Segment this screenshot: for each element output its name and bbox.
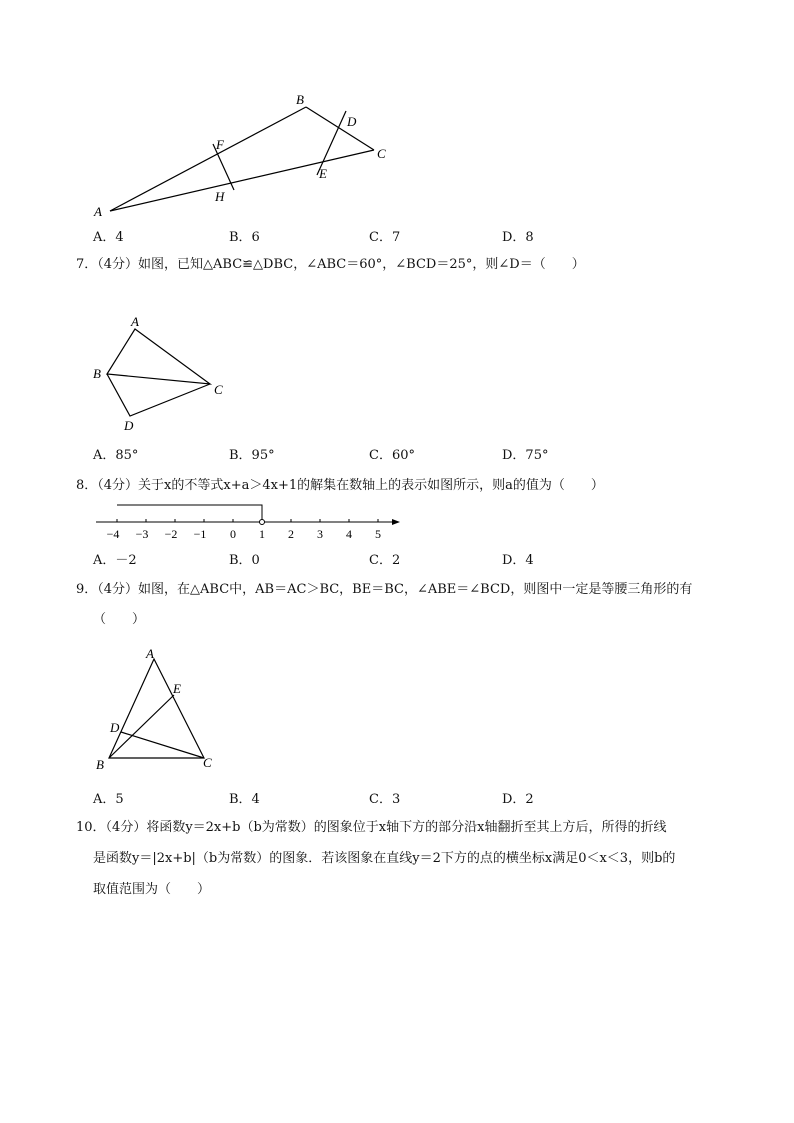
option-a[interactable]: A．5 bbox=[93, 792, 124, 807]
tick-label: −2 bbox=[164, 527, 178, 541]
label-a: A bbox=[131, 314, 139, 329]
axis-arrow bbox=[392, 519, 400, 525]
q8-stem: 8．（4分）关于x的不等式x+a＞4x+1的解集在数轴上的表示如图所示，则a的值为（ ） bbox=[76, 478, 604, 493]
option-c[interactable]: C．7 bbox=[369, 230, 401, 245]
label-h: H bbox=[215, 189, 225, 204]
q9-stem-line2: （ ） bbox=[93, 612, 146, 627]
option-d[interactable]: D．75° bbox=[502, 448, 549, 463]
tick-label: −1 bbox=[193, 527, 207, 541]
tick-label: 4 bbox=[346, 527, 352, 541]
label-c: C bbox=[377, 146, 386, 161]
q9-stem-line1: 9．（4分）如图，在△ABC中，AB＝AC＞BC，BE＝BC，∠ABE＝∠BCD，则图中一定是等腰三角形的有 bbox=[76, 582, 693, 597]
solution-ray bbox=[117, 505, 262, 522]
tick-label: 5 bbox=[375, 527, 381, 541]
label-b: B bbox=[93, 366, 101, 381]
segment-ab bbox=[110, 107, 306, 211]
q7-figure bbox=[88, 312, 248, 434]
label-a: A bbox=[94, 204, 102, 219]
tick-label: 2 bbox=[288, 527, 294, 541]
open-endpoint bbox=[260, 520, 265, 525]
label-c: C bbox=[214, 382, 223, 397]
tick-label: −3 bbox=[135, 527, 149, 541]
tick-label: 1 bbox=[259, 527, 265, 541]
option-b[interactable]: B．0 bbox=[229, 553, 260, 568]
tick-label: 3 bbox=[317, 527, 323, 541]
label-b: B bbox=[296, 92, 304, 107]
q7-stem: 7．（4分）如图，已知△ABC≌△DBC，∠ABC＝60°，∠BCD＝25°，则∠D＝（ ） bbox=[76, 257, 585, 272]
option-d[interactable]: D．2 bbox=[502, 792, 534, 807]
option-b[interactable]: B．4 bbox=[229, 792, 260, 807]
option-c[interactable]: C．60° bbox=[369, 448, 415, 463]
tick-label: −4 bbox=[106, 527, 120, 541]
option-b[interactable]: B．95° bbox=[229, 448, 275, 463]
option-a[interactable]: A．－2 bbox=[93, 553, 137, 568]
label-d: D bbox=[347, 114, 357, 129]
label-c: C bbox=[203, 755, 212, 770]
triangle-abc bbox=[107, 329, 210, 384]
tick-label: 0 bbox=[230, 527, 236, 541]
option-a[interactable]: A．85° bbox=[93, 448, 139, 463]
label-e: E bbox=[319, 166, 327, 181]
label-b: B bbox=[96, 757, 104, 772]
segment-ac bbox=[110, 150, 374, 211]
segment-bc bbox=[306, 107, 374, 150]
q6-figure bbox=[88, 90, 398, 225]
q9-figure bbox=[88, 643, 228, 775]
option-d[interactable]: D．8 bbox=[502, 230, 534, 245]
q10-stem-line2: 是函数y＝|2x+b|（b为常数）的图象．若该图象在直线y＝2下方的点的横坐标x满足0＜x＜3，则b的 bbox=[93, 851, 676, 866]
label-d: D bbox=[110, 720, 120, 735]
option-d[interactable]: D．4 bbox=[502, 553, 534, 568]
segment-cd bbox=[121, 732, 204, 758]
q10-stem-line3: 取值范围为（ ） bbox=[93, 882, 211, 897]
triangle-dbc bbox=[107, 374, 210, 416]
label-a: A bbox=[146, 646, 154, 661]
option-c[interactable]: C．2 bbox=[369, 553, 401, 568]
option-a[interactable]: A．4 bbox=[93, 230, 124, 245]
tick-labels bbox=[107, 527, 381, 541]
option-b[interactable]: B．6 bbox=[229, 230, 260, 245]
q8-number-line bbox=[88, 500, 408, 544]
option-c[interactable]: C．3 bbox=[369, 792, 401, 807]
q10-stem-line1: 10．（4分）将函数y＝2x+b（b为常数）的图象位于x轴下方的部分沿x轴翻折至其上方后，所得的折线 bbox=[76, 820, 667, 835]
label-d: D bbox=[124, 418, 134, 433]
label-e: E bbox=[173, 681, 181, 696]
label-f: F bbox=[216, 137, 224, 152]
